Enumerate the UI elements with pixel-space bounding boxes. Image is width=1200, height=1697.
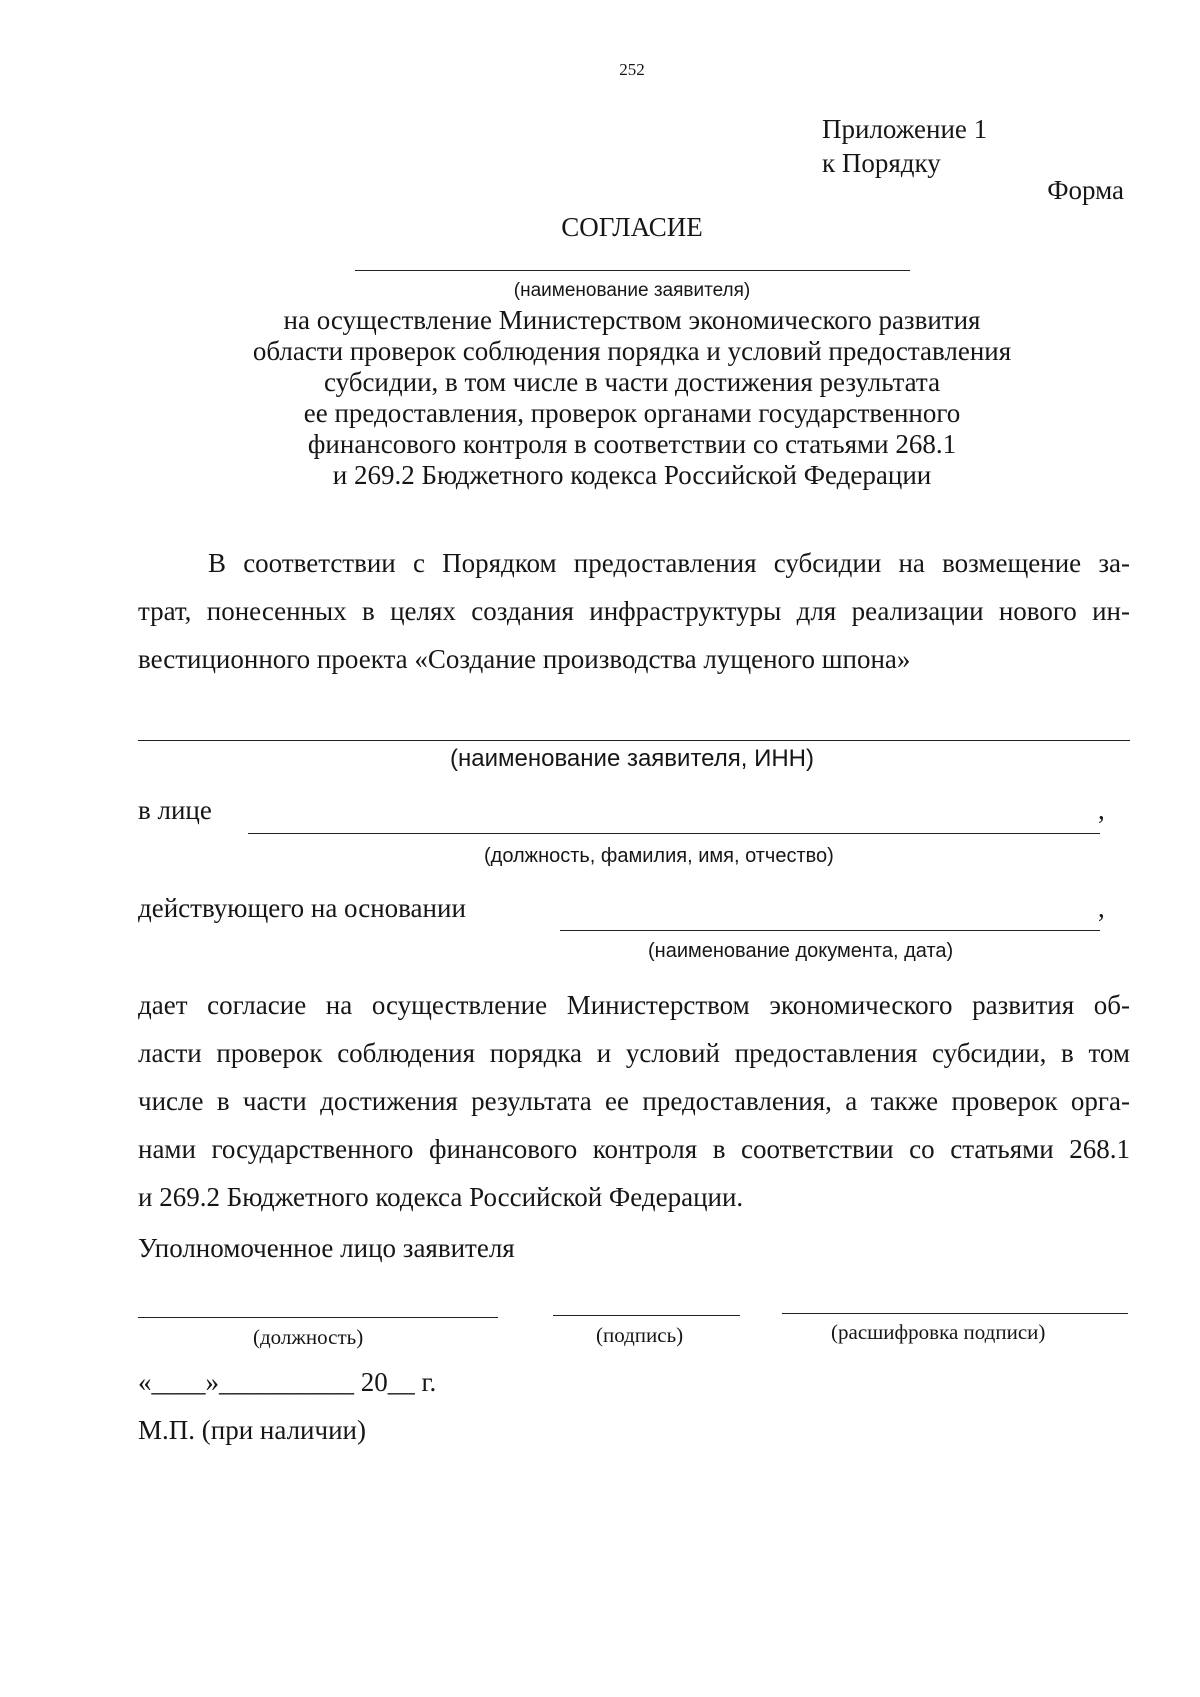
position-blank-line [138,1317,498,1318]
signature-blank-line [553,1315,740,1316]
document-date-caption: (наименование документа, дата) [648,940,954,962]
heading-line: субсидии, в том числе в части достижения результата [323,367,941,397]
heading-line: ее предоставления, проверок органами государственного [303,398,961,428]
in-person-label: в лице [138,795,212,825]
heading-line: области проверок соблюдения порядка и условий предоставления [252,336,1012,366]
comma: , [1098,795,1105,825]
authorized-person-label: Уполномоченное лицо заявителя [138,1233,515,1263]
paragraph-line: и 269.2 Бюджетного кодекса Российской Федерации. [138,1182,744,1212]
stamp-label: М.П. (при наличии) [138,1415,366,1445]
applicant-inn-caption: (наименование заявителя, ИНН) [450,745,814,772]
signature-decoding-blank-line [782,1313,1128,1314]
appendix-line-2: к Порядку [822,148,941,178]
position-name-caption: (должность, фамилия, имя, отчество) [484,845,834,867]
applicant-inn-blank-line [138,740,1130,741]
consent-paragraph [138,990,1130,1230]
heading-line: на осуществление Министерством экономического развития [283,305,981,335]
applicant-name-blank-line [355,270,910,271]
paragraph-line: дает согласие на осуществление Министерством экономического развития об- [138,990,1130,1020]
paragraph-line: В соответствии с Порядком предоставления субсидии на возмещение за- [208,548,1130,578]
acting-basis-label: действующего на основании [138,893,466,923]
paragraph-line: трат, понесенных в целях создания инфраструктуры для реализации нового ин- [138,596,1130,626]
position-caption: (должность) [253,1325,364,1349]
in-person-blank-line [248,833,1100,834]
heading-line: финансового контроля в соответствии со статьями 268.1 [307,429,957,459]
document-title: СОГЛАСИЕ [561,212,703,242]
consent-heading [0,305,1200,491]
page-number: 252 [619,60,645,79]
appendix-line-1: Приложение 1 [822,114,988,144]
signature-caption: (подпись) [596,1323,684,1347]
basis-document-blank-line [560,930,1100,931]
paragraph-line: числе в части достижения результата ее предоставления, а также проверок орга- [138,1086,1130,1116]
appendix-reference [822,112,987,180]
paragraph-line: вестиционного проекта «Создание производства лущеного шпона» [138,644,911,674]
paragraph-line: ласти проверок соблюдения порядка и условий предоставления субсидии, в том [138,1038,1130,1068]
signature-decoding-caption: (расшифровка подписи) [831,1320,1046,1344]
heading-line: и 269.2 Бюджетного кодекса Российской Федерации [332,460,932,490]
applicant-name-caption: (наименование заявителя) [513,280,751,301]
date-line: «____»__________ 20__ г. [138,1367,437,1397]
form-label: Форма [1047,175,1124,205]
comma: , [1098,893,1105,923]
paragraph-line: нами государственного финансового контроля в соответствии со статьями 268.1 [138,1134,1130,1164]
intro-paragraph [138,548,1130,692]
